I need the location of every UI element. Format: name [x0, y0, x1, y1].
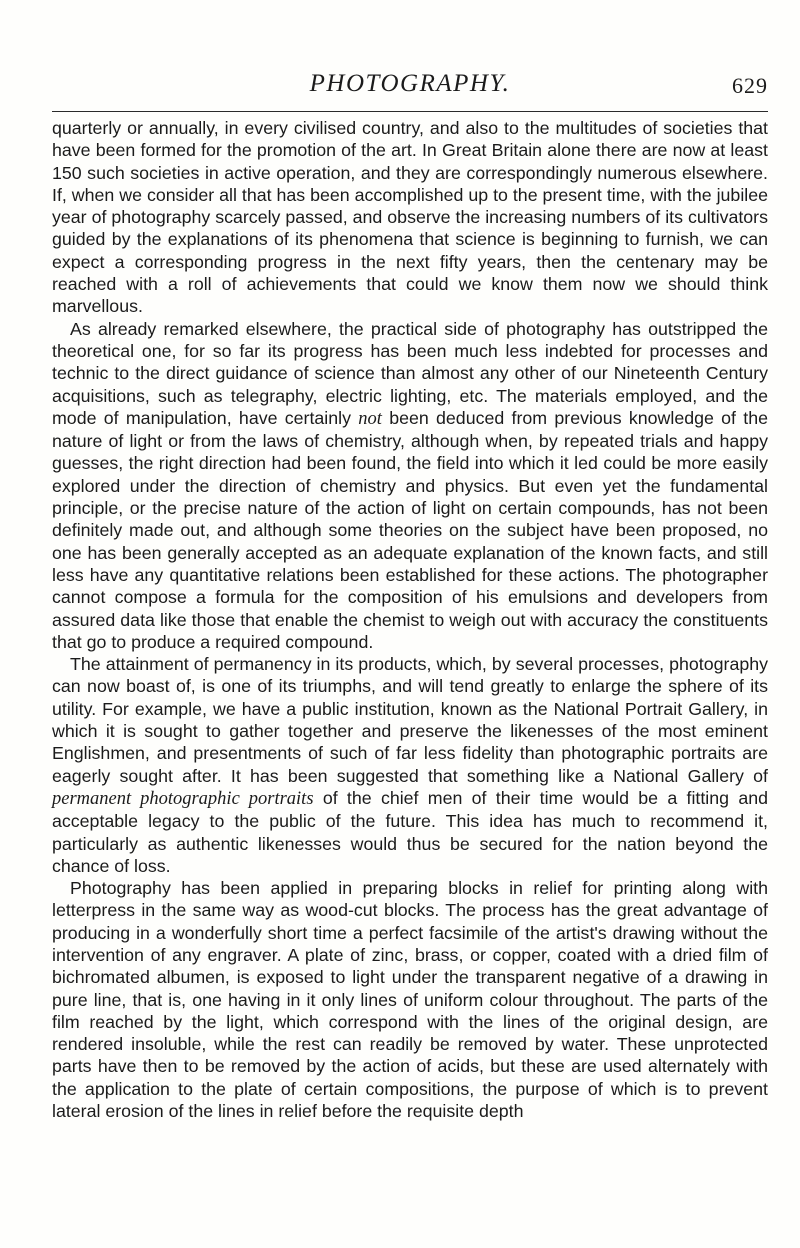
paragraph-1-text: quarterly or annually, in every civilised country, and also to the multitudes of societies that have been formed for the promotion of the art. In Great Britain alone there are now at least 150 such societies in active operation, and they are correspondingly numerous elsewhere. If, when we consider all that has been accomplished up to the present time, with the jubilee year of photography scarcely passed, and observe the increasing numbers of its cultivators guided by the explanations of its phenomena that science is beginning to furnish, we can expect a corresponding progress in the next fifty years, then the centenary may be reached with a roll of achievements that could we know them now we should think marvellous. — [52, 118, 768, 317]
paragraph-3-text-b: of the chief men of their time would be a fitting and acceptable legacy to the public of the future. This idea has much to recommend it, particularly as authentic likenesses would thus be secured for the nation beyond the chance of loss. — [52, 787, 768, 876]
paragraph-4-text: Photography has been applied in preparing blocks in relief for printing along with letterpress in the same way as wood-cut blocks. The process has the great advantage of producing in a wonderfully short time a perfect facsimile of the artist's drawing without the intervention of any engraver. A plate of zinc, brass, or copper, coated with a dried film of bichromated albumen, is exposed to light under the transparent negative of a drawing in pure line, that is, one having in it only lines of uniform colour throughout. The parts of the film reached by the light, which correspond with the lines of the original design, are rendered insoluble, while the rest can readily be removed by water. These unprotected parts have then to be removed by the action of acids, but these are used alternately with the application to the plate of certain compositions, the purpose of which is to prevent lateral erosion of the lines in relief before the requisite depth — [52, 878, 768, 1122]
running-head — [52, 68, 768, 108]
body-text — [52, 117, 768, 1122]
paragraph-2 — [52, 318, 768, 653]
paragraph-2-text-b: been deduced from previous knowledge of the nature of light or from the laws of chemistry, although when, by repeated trials and happy guesses, the right direction had been found, the field into which it led could be more easily explored under the direction of chemistry and physics. But even yet the fundamental principle, or the precise nature of the action of light on certain compounds, has not been definitely made out, and although some theories on the subject have been proposed, no one has been generally accepted as an adequate explanation of the known facts, and still less have any quantitative relations been established for these actions. The photographer cannot compose a formula for the composition of his emulsions and developers from assured data like those that enable the chemist to weigh out with accuracy the constituents that go to produce a required compound. — [52, 407, 769, 652]
emphasis-permanent-portraits: permanent photographic portraits — [52, 788, 314, 809]
paragraph-4 — [52, 877, 768, 1122]
running-title: PHOTOGRAPHY. — [309, 70, 511, 97]
page-number: 629 — [732, 73, 768, 98]
paragraph-1 — [52, 117, 768, 318]
paragraph-3-text-a: The attainment of permanency in its products, which, by several processes, photography can now boast of, is one of its triumphs, and will tend greatly to enlarge the sphere of its utility. For example, we have a public institution, known as the National Portrait Gallery, in which it is sought to gather together and preserve the likenesses of the most eminent Englishmen, and presentments of such of far less fidelity than photographic portraits are eagerly sought after. It has been suggested that something like a National Gallery of — [52, 654, 768, 786]
paragraph-3 — [52, 653, 768, 877]
emphasis-not: not — [358, 408, 382, 429]
paragraph-2-text-a: As already remarked elsewhere, the practical side of photography has outstripped the theoretical one, for so far its progress has been much less indebted for processes and technic to the direct guidance of science than almost any other of our Nineteenth Century acquisitions, such as telegraphy, electric lighting, etc. The materials employed, and the mode of manipulation, have certainly — [52, 318, 768, 428]
header-rule — [52, 111, 768, 112]
